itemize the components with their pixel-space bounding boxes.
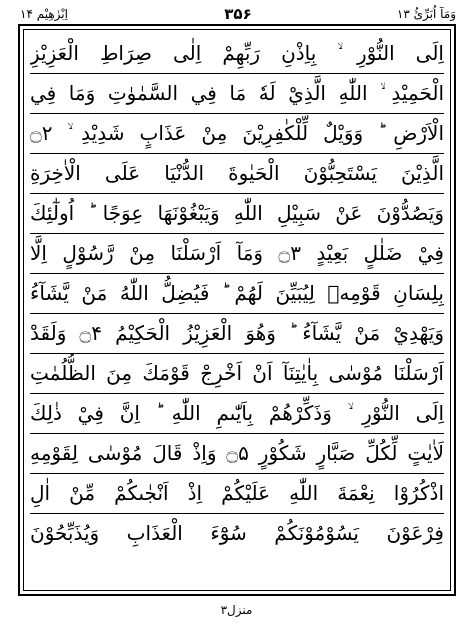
surah-name: اِبْرٰهِيْم ۱۴ — [20, 7, 68, 21]
text-line-4: الَّذِيْنَ يَسْتَحِبُّوْنَ الْحَيٰوةَ الدُّنْيَا عَلَى الْاٰخِرَةِ — [30, 154, 444, 194]
page-number: ۳۵۶ — [224, 5, 252, 23]
text-line-12: اذْكُرُوْا نِعْمَةَ اللّٰهِ عَلَيْكُمْ اِذْ اَنْجٰىكُمْ مِّنْ اٰلِ — [30, 474, 444, 514]
text-line-5: وَيَصُدُّوْنَ عَنْ سَبِيْلِ اللّٰهِ وَيَبْغُوْنَهَا عِوَجًا ؕ اُولٰٓئِكَ — [30, 194, 444, 234]
page-header — [20, 4, 456, 24]
text-line-1: اِلَى النُّوْرِ ۙ بِاِذْنِ رَبِّهِمْ اِلٰى صِرَاطِ الْعَزِيْزِ — [30, 34, 444, 74]
text-line-11: لَاٰيٰتٍ لِّكُلِّ صَبَّارٍ شَكُوْرٍ ۝۵ وَاِذْ قَالَ مُوْسٰى لِقَوْمِهِ — [30, 434, 444, 474]
text-line-6: فِيْ ضَلٰلٍ بَعِيْدٍ ۝۳ وَمَآ اَرْسَلْنَا مِنْ رَّسُوْلٍ اِلَّا — [30, 234, 444, 274]
text-frame-inner — [23, 29, 451, 591]
text-line-2: الْحَمِيْدِ ۙ اللّٰهِ الَّذِيْ لَهٗ مَا فِي السَّمٰوٰتِ وَمَا فِي — [30, 74, 444, 114]
juz-name: وَمَآ اُبَرِّئُ ۱۳ — [396, 7, 456, 21]
text-line-3: الْاَرْضِ ؕ وَوَيْلٌ لِّلْكٰفِرِيْنَ مِنْ عَذَابٍ شَدِيْدِ ۙ ۝۲ — [30, 114, 444, 154]
manzil-label: منزل۳ — [220, 603, 253, 617]
text-frame — [18, 24, 456, 596]
text-line-10: اِلَى النُّوْرِ ۙ وَذَكِّرْهُمْ بِاَيّٰىمِ اللّٰهِ ؕ اِنَّ فِيْ ذٰلِكَ — [30, 394, 444, 434]
text-line-13: فِرْعَوْنَ يَسُوْمُوْنَكُمْ سُوْٓءَ الْعَذَابِ وَيُذَبِّحُوْنَ — [30, 521, 444, 545]
text-line-8: وَيَهْدِيْ مَنْ يَّشَآءُ ؕ وَهُوَ الْعَزِيْزُ الْحَكِيْمُ ۝۴ وَلَقَدْ — [30, 314, 444, 354]
text-line-9: اَرْسَلْنَا مُوْسٰى بِاٰيٰتِنَآ اَنْ اَخْرِجْ قَوْمَكَ مِنَ الظُّلُمٰتِ — [30, 354, 444, 394]
text-line-7: بِلِسَانِ قَوْمِهٖ لِيُبَيِّنَ لَهُمْ ؕ فَيُضِلُّ اللّٰهُ مَنْ يَّشَآءُ — [30, 274, 444, 314]
